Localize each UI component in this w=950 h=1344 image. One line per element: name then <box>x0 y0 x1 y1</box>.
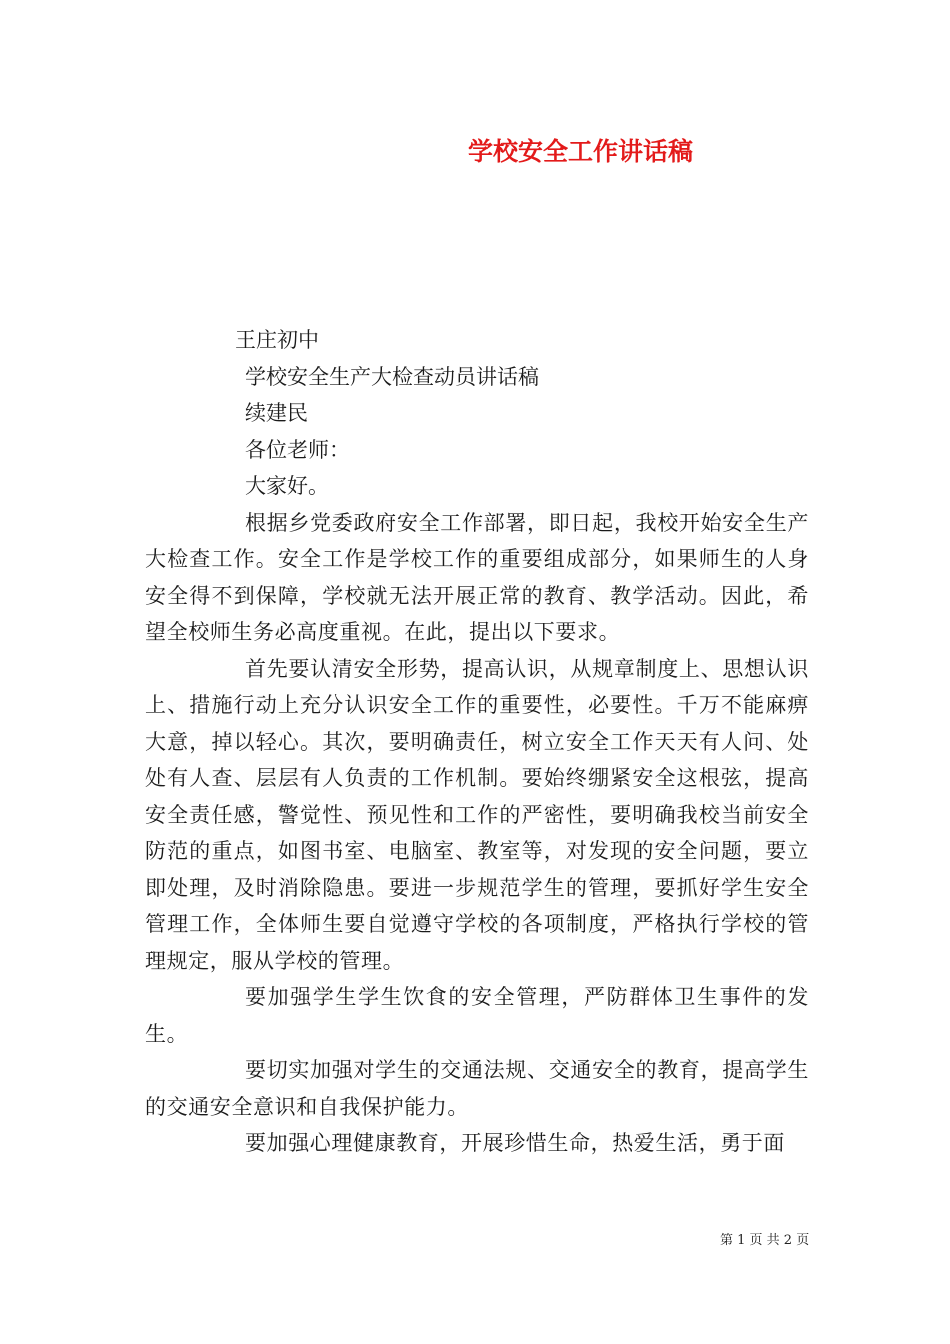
paragraph-traffic-safety: 要切实加强对学生的交通法规、交通安全的教育，提高学生的交通安全意识和自我保护能力。 <box>145 1058 809 1119</box>
greeting: 大家好。 <box>245 474 329 498</box>
paragraph-mental-health: 要加强心理健康教育，开展珍惜生命，热爱生活，勇于面 <box>245 1131 785 1155</box>
paragraph-requirements: 首先要认清安全形势，提高认识，从规章制度上、思想认识上、措施行动上充分认识安全工作的重要性，必要性。千万不能麻痹大意，掉以轻心。其次，要明确责任，树立安全工作天天有人问、处处有人查、层层有人负责的工作机制。要始终绷紧安全这根弦，提高安全责任感，警觉性、预见性和工作的严密性，要明确我校当前安全防范的重点，如图书室、电脑室、教室等，对发现的安全问题，要立即处理，及时消除隐患。要进一步规范学生的管理，要抓好学生安全管理工作，全体师生要自觉遵守学校的各项制度，严格执行学校的管理规定，服从学校的管理。 <box>145 656 809 973</box>
speaker-name: 续建民 <box>245 401 308 425</box>
school-name: 王庄初中 <box>235 328 319 352</box>
salutation: 各位老师： <box>245 437 350 462</box>
speech-subtitle: 学校安全生产大检查动员讲话稿 <box>245 364 539 389</box>
document-title: 学校安全工作讲话稿 <box>468 137 694 166</box>
document-body <box>145 322 809 1162</box>
paragraph-intro: 根据乡党委政府安全工作部署，即日起，我校开始安全生产大检查工作。安全工作是学校工作的重要组成部分，如果师生的人身安全得不到保障，学校就无法开展正常的教育、教学活动。因此，希望全校师生务必高度重视。在此，提出以下要求。 <box>145 510 809 644</box>
page-number-footer: 第 1 页 共 2 页 <box>720 1233 810 1248</box>
paragraph-food-safety: 要加强学生学生饮食的安全管理，严防群体卫生事件的发生。 <box>145 985 809 1046</box>
